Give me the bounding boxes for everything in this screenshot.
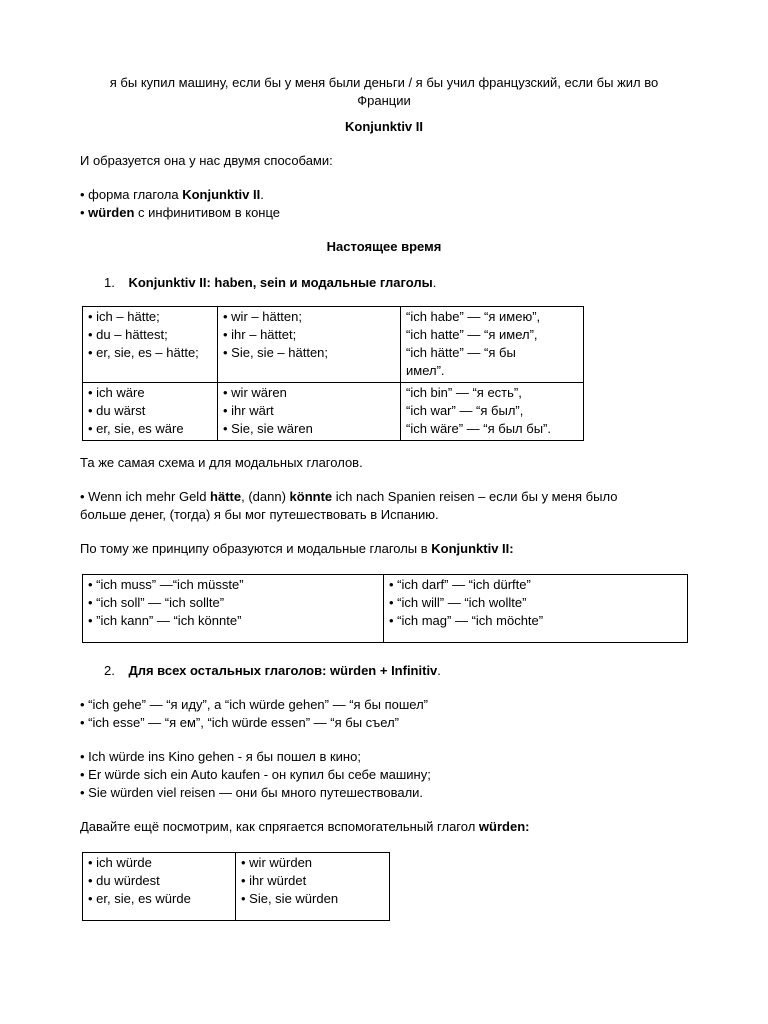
example-gehe: • “ich gehe” — “я иду”, а “ich würde gehen” — “я бы пошел”	[80, 696, 428, 714]
table-row	[83, 307, 584, 383]
table-modal-verbs	[82, 574, 688, 643]
example-auto: • Er würde sich ein Auto kaufen - он купил бы себе машину;	[80, 766, 431, 784]
example-sentence-line1: • Wenn ich mehr Geld hätte, (dann) könnte ich nach Spanien reisen – если бы у меня было	[80, 488, 617, 506]
list-item-1: 1. Konjunktiv II: haben, sein и модальные глаголы.	[104, 275, 437, 290]
example-reisen: • Sie würden viel reisen — они бы много путешествовали.	[80, 784, 423, 802]
table-row	[83, 575, 688, 643]
table-cell: • ich wäre • du wärst • er, sie, es wäre	[83, 383, 218, 441]
list-item-2-text: Для всех остальных глаголов: würden + Infinitiv	[128, 663, 438, 678]
example-esse: • “ich esse” — “я ем”, “ich würde essen” — “я бы съел”	[80, 714, 399, 732]
formation-bullet-2: • würden с инфинитивом в конце	[80, 204, 280, 222]
list-number: 2.	[104, 663, 115, 678]
table-row	[83, 383, 584, 441]
formation-bullet-1: • форма глагола Konjunktiv II.	[80, 186, 264, 204]
modal-note: Та же самая схема и для модальных глаголов.	[80, 455, 363, 470]
table-cell: “ich habe” — “я имею”, “ich hatte” — “я имел”, “ich hätte” — “я бы имел”.	[401, 307, 584, 383]
table-cell: • wir wären • ihr wärt • Sie, sie wären	[218, 383, 401, 441]
table-cell: “ich bin” — “я есть”, “ich war” — “я был”, “ich wäre” — “я был бы”.	[401, 383, 584, 441]
modal-principle: По тому же принципу образуются и модальные глаголы в Konjunktiv II:	[80, 541, 514, 556]
table-cell: • ich würde • du würdest • er, sie, es würde	[83, 853, 236, 921]
intro-sentence-line1: я бы купил машину, если бы у меня были деньги / я бы учил французский, если бы жил во	[109, 75, 659, 90]
table-cell: • wir würden • ihr würdet • Sie, sie würden	[236, 853, 390, 921]
section-heading-present: Настоящее время	[326, 239, 442, 254]
table-cell: • wir – hätten; • ihr – hättet; • Sie, sie – hätten;	[218, 307, 401, 383]
table-cell: • “ich muss” —“ich müsste” • “ich soll” — “ich sollte” • ”ich kann” — “ich könnte”	[83, 575, 384, 643]
formation-intro: И образуется она у нас двумя способами:	[80, 153, 333, 168]
example-sentence-line2: больше денег, (тогда) я бы мог путешествовать в Испанию.	[80, 507, 439, 522]
list-item-2: 2. Для всех остальных глаголов: würden + Infinitiv.	[104, 663, 441, 678]
table-cell: • “ich darf” — “ich dürfte” • “ich will” — “ich wollte” • “ich mag” — “ich möchte”	[384, 575, 688, 643]
table-haben-sein	[82, 306, 584, 441]
page-title: Konjunktiv II	[345, 119, 423, 134]
table-row	[83, 853, 390, 921]
intro-sentence-line2: Франции	[357, 93, 411, 108]
example-kino: • Ich würde ins Kino gehen - я бы пошел в кино;	[80, 748, 361, 766]
list-number: 1.	[104, 275, 115, 290]
list-item-1-text: Konjunktiv II: haben, sein и модальные глаголы	[128, 275, 433, 290]
table-wuerden-conjugation	[82, 852, 390, 921]
conjugation-intro: Давайте ещё посмотрим, как спрягается вспомогательный глагол würden:	[80, 819, 530, 834]
table-cell: • ich – hätte; • du – hättest; • er, sie, es – hätte;	[83, 307, 218, 383]
